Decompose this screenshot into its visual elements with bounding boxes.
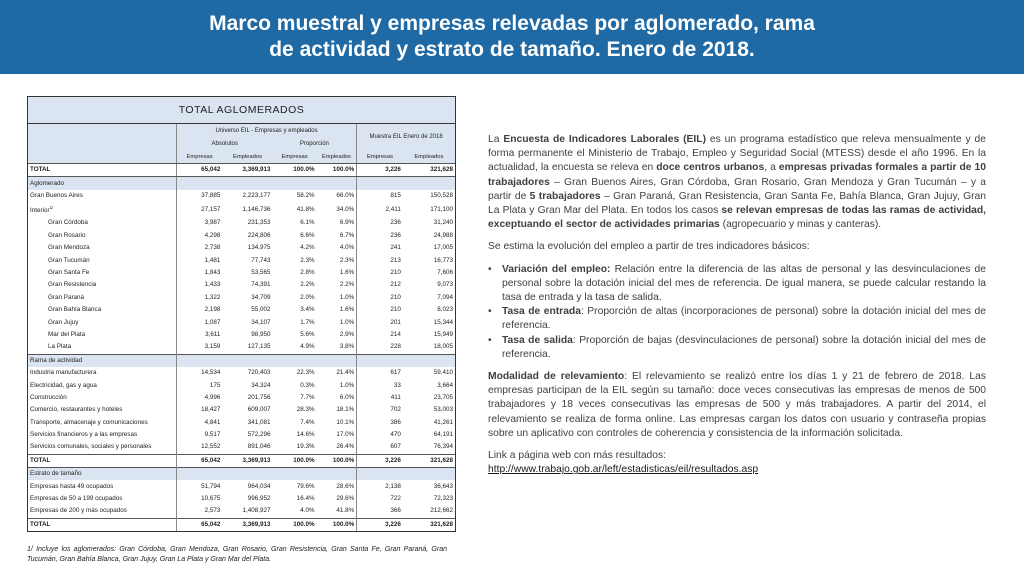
table-cell: 100.0% bbox=[273, 518, 317, 531]
table-cell: 3.8% bbox=[339, 343, 355, 351]
table-cell bbox=[273, 354, 317, 367]
page-title-line1: Marco muestral y empresas relevadas por aglomerado, rama bbox=[209, 12, 815, 35]
table-cell: 19.3% bbox=[296, 443, 315, 451]
bullet-icon: • bbox=[488, 263, 492, 275]
table-cell: 720,403 bbox=[247, 369, 271, 377]
table-cell: 7,606 bbox=[437, 269, 453, 277]
table-cell: 210 bbox=[357, 292, 403, 304]
table-cell: 7.4% bbox=[300, 418, 315, 426]
table-cell: 17,005 bbox=[433, 244, 453, 252]
header-muestra: Muestra EIL Enero de 2018 bbox=[357, 124, 455, 150]
table-cell: 321,628 bbox=[403, 518, 455, 531]
table-cell: 1.7% bbox=[300, 318, 315, 326]
table-row bbox=[28, 392, 455, 404]
table-cell: 3,611 bbox=[176, 329, 222, 341]
table-cell bbox=[357, 354, 403, 367]
table-row bbox=[28, 468, 455, 481]
table-cell: 0.3% bbox=[300, 381, 315, 389]
table-cell: 28.3% bbox=[296, 406, 315, 414]
row-label: Gran Rosario bbox=[48, 231, 86, 239]
table-cell bbox=[357, 177, 403, 190]
table-cell: 53,565 bbox=[251, 269, 271, 277]
text-bold: Variación del empleo: bbox=[502, 263, 611, 275]
table-cell: 41.8% bbox=[336, 507, 355, 515]
footnote-marker: 1/ bbox=[49, 205, 54, 211]
table-cell: 55,002 bbox=[251, 306, 271, 314]
table-cell: 2,138 bbox=[357, 480, 403, 492]
table-cell bbox=[222, 468, 272, 481]
table-cell: 150,528 bbox=[430, 191, 453, 199]
row-label: Gran Buenos Aires bbox=[30, 191, 83, 199]
indicators-intro: Se estima la evolución del empleo a partir de tres indicadores básicos: bbox=[488, 241, 810, 253]
table-cell: 212 bbox=[357, 279, 403, 291]
table-cell: 58.2% bbox=[296, 191, 315, 199]
table-row bbox=[28, 230, 455, 242]
table-cell: 2,738 bbox=[176, 242, 222, 254]
row-label: Mar del Plata bbox=[48, 330, 86, 338]
table-cell: 3.4% bbox=[300, 306, 315, 314]
table-cell: 9,517 bbox=[176, 429, 222, 441]
page-title-line2: de actividad y estrato de tamaño. Enero de 2018. bbox=[269, 38, 755, 61]
row-label: Servicios financieros y a las empresas bbox=[30, 431, 138, 439]
table-cell: 134,975 bbox=[247, 244, 271, 252]
table-cell bbox=[176, 468, 222, 481]
table-row bbox=[28, 354, 455, 367]
row-label: La Plata bbox=[48, 343, 72, 351]
table-row bbox=[28, 417, 455, 429]
row-label: Gran Tucumán bbox=[48, 256, 90, 264]
table-cell: 65,042 bbox=[176, 518, 222, 531]
table-cell: 9,073 bbox=[437, 281, 453, 289]
table-cell: 3,226 bbox=[357, 518, 403, 531]
table-row bbox=[28, 190, 455, 202]
table-cell: 341,081 bbox=[247, 418, 271, 426]
table-cell: 15,344 bbox=[433, 318, 453, 326]
data-table bbox=[28, 124, 455, 531]
title-banner bbox=[0, 0, 1024, 74]
table-cell: 702 bbox=[357, 404, 403, 416]
table-cell: 6.7% bbox=[339, 231, 355, 239]
table-cell: 1,408,927 bbox=[242, 507, 271, 515]
table-row bbox=[28, 329, 455, 341]
table-cell: 231,353 bbox=[247, 219, 271, 227]
table-row bbox=[28, 379, 455, 391]
text-bold: se relevan empresas de todas las ramas de actividad, exceptuando el sector de actividades primarias bbox=[488, 205, 986, 231]
table-row bbox=[28, 304, 455, 316]
col-empleados: Empleados bbox=[403, 150, 455, 164]
table-cell bbox=[357, 468, 403, 481]
row-label: TOTAL bbox=[28, 454, 176, 467]
table-cell: 10.1% bbox=[336, 418, 355, 426]
table-cell: 470 bbox=[357, 429, 403, 441]
table-cell: 321,628 bbox=[403, 454, 455, 467]
indicator-list bbox=[488, 263, 986, 362]
table-cell: 37,885 bbox=[176, 190, 222, 202]
table-cell: 609,007 bbox=[247, 406, 271, 414]
table-cell: 2.9% bbox=[339, 330, 355, 338]
table-cell: 201,756 bbox=[247, 393, 271, 401]
table-row bbox=[28, 177, 455, 190]
table-cell: 14.6% bbox=[296, 431, 315, 439]
table-cell: 2,573 bbox=[176, 505, 222, 518]
list-item bbox=[488, 334, 986, 362]
table-cell: 27,157 bbox=[176, 202, 222, 217]
table-cell: 1,433 bbox=[176, 279, 222, 291]
col-empleados: Empleados bbox=[222, 150, 272, 164]
table-cell: 617 bbox=[357, 367, 403, 379]
table-row bbox=[28, 292, 455, 304]
table-cell: 100.0% bbox=[273, 454, 317, 467]
row-label: Aglomerado bbox=[28, 177, 176, 190]
text-run: – Gran Buenos Aires, Gran Córdoba, Gran Rosario, Gran Mendoza y Gran Tucumán – y a partir de bbox=[488, 176, 986, 202]
text-bold: Tasa de salida bbox=[502, 334, 573, 346]
table-cell: 241 bbox=[357, 242, 403, 254]
table-row bbox=[28, 480, 455, 492]
row-label: TOTAL bbox=[28, 164, 176, 177]
text-run: : Proporción de altas (incorporaciones de personal) sobre la dotación inicial del mes de referencia. bbox=[502, 306, 986, 332]
table-cell: 14,534 bbox=[176, 367, 222, 379]
text-run: es un programa estadístico que releva mensualmente y de forma permanente el Ministerio de Trabajo, Empleo y Seguridad Social (MTESS) desde el año 1996. En la actualidad, la encuesta se releva en bbox=[488, 134, 986, 174]
table-cell: 171,100 bbox=[430, 205, 453, 213]
table-cell: 2,223,177 bbox=[242, 191, 271, 199]
text-run: Relación entre la diferencia de las altas de personal y las desvinculaciones de personal sobre la dotación inicial del mes de referencia. De igual manera, se puede calcular restando la tasa de entrada y la tasa de salida. bbox=[502, 263, 986, 304]
row-label: Empresas de 200 y más ocupados bbox=[30, 507, 127, 515]
table-cell: 100.0% bbox=[317, 518, 357, 531]
table-cell: 3,369,913 bbox=[222, 454, 272, 467]
row-label: Gran Jujuy bbox=[48, 318, 79, 326]
table-cell: 236 bbox=[357, 230, 403, 242]
table-cell: 77,743 bbox=[251, 256, 271, 264]
table-cell: 1,087 bbox=[176, 316, 222, 328]
table-cell: 18,427 bbox=[176, 404, 222, 416]
bullet-icon: • bbox=[488, 334, 492, 346]
table-cell: 64,191 bbox=[433, 431, 453, 439]
table-row bbox=[28, 217, 455, 229]
text-bold: 5 trabajadores bbox=[529, 190, 601, 202]
table-cell: 1,481 bbox=[176, 254, 222, 266]
table-cell: 21.4% bbox=[336, 369, 355, 377]
table-cell: 127,135 bbox=[247, 343, 271, 351]
table-cell: 29.6% bbox=[336, 495, 355, 503]
table-cell bbox=[222, 354, 272, 367]
row-label: Gran Córdoba bbox=[48, 219, 88, 227]
row-label: Industria manufacturera bbox=[30, 369, 97, 377]
table-cell bbox=[403, 468, 455, 481]
table-row bbox=[28, 493, 455, 505]
table-cell: 34,324 bbox=[251, 381, 271, 389]
table-cell: 10,675 bbox=[176, 493, 222, 505]
table-cell: 31,240 bbox=[433, 219, 453, 227]
table-cell: 213 bbox=[357, 254, 403, 266]
table-cell: 100.0% bbox=[273, 164, 317, 177]
row-label: Interior$^{1/}$ bbox=[30, 205, 54, 215]
table-row bbox=[28, 518, 455, 531]
text-bold: Tasa de entrada bbox=[502, 306, 581, 318]
table-cell: 4,298 bbox=[176, 230, 222, 242]
table-row bbox=[28, 505, 455, 518]
table-body bbox=[28, 164, 455, 532]
row-label: Gran Santa Fe bbox=[48, 269, 90, 277]
table-cell: 815 bbox=[357, 190, 403, 202]
row-label: Gran Paraná bbox=[48, 293, 85, 301]
table-cell: 8,023 bbox=[437, 306, 453, 314]
table-cell: 28.6% bbox=[336, 482, 355, 490]
table-cell: 18,005 bbox=[433, 343, 453, 351]
table-row bbox=[28, 267, 455, 279]
intro-paragraph bbox=[488, 133, 986, 232]
table-cell: 7,094 bbox=[437, 293, 453, 301]
table-row bbox=[28, 202, 455, 217]
table-cell: 201 bbox=[357, 316, 403, 328]
row-label: Empresas hasta 49 ocupados bbox=[30, 482, 114, 490]
table-cell: 4.2% bbox=[300, 244, 315, 252]
table-cell: 100.0% bbox=[317, 454, 357, 467]
table-row bbox=[28, 454, 455, 467]
table-cell: 572,296 bbox=[247, 431, 271, 439]
table-cell bbox=[222, 177, 272, 190]
table-cell: 3,159 bbox=[176, 341, 222, 354]
table-cell: 3,226 bbox=[357, 164, 403, 177]
header-universo: Universo EIL - Empresas y empleados bbox=[176, 124, 356, 137]
table-cell: 6.1% bbox=[300, 219, 315, 227]
row-label: TOTAL bbox=[28, 518, 176, 531]
row-label: Empresas de 50 a 199 ocupados bbox=[30, 495, 123, 503]
results-link[interactable]: http://www.trabajo.gob.ar/left/estadisticas/eil/resultados.asp bbox=[488, 464, 759, 476]
table-cell: 53,003 bbox=[433, 406, 453, 414]
table-cell: 74,391 bbox=[251, 281, 271, 289]
table-cell: 16.4% bbox=[296, 495, 315, 503]
col-empresas: Empresas bbox=[357, 150, 403, 164]
table-row bbox=[28, 341, 455, 354]
row-label: Comercio, restaurantes y hoteles bbox=[30, 406, 123, 414]
table-cell: 18.1% bbox=[336, 406, 355, 414]
table-cell bbox=[176, 354, 222, 367]
table-row bbox=[28, 164, 455, 177]
table-row bbox=[28, 316, 455, 328]
table-cell: 72,323 bbox=[433, 495, 453, 503]
table-row bbox=[28, 404, 455, 416]
table-row bbox=[28, 429, 455, 441]
table-cell: 4.9% bbox=[300, 343, 315, 351]
table-cell: 2.3% bbox=[339, 256, 355, 264]
table-cell: 66.0% bbox=[336, 191, 355, 199]
text-run: : El relevamiento se realizó entre los días 1 y 21 de febrero de 2018. Las empresas participan de la EIL según su tamaño: doce veces consecutivas las empresas de menos de 500 trabajadores y 18 veces consecutivas las empresas de 500 y más trabajadores. A partir del 2014, el relevamiento se realiza de forma online. Las empresas cargan los datos con usuario y contraseña propias sobre un aplicativo con controles de coherencia y consistencia de la información solicitada. bbox=[488, 371, 986, 439]
table-cell: 6.9% bbox=[339, 219, 355, 227]
table-cell: 175 bbox=[176, 379, 222, 391]
table-cell: 228 bbox=[357, 341, 403, 354]
table-cell: 4,996 bbox=[176, 392, 222, 404]
col-empresas: Empresas bbox=[176, 150, 222, 164]
table-cell: 76,394 bbox=[433, 443, 453, 451]
table-cell: 1,146,736 bbox=[242, 205, 271, 213]
table-cell: 3,369,913 bbox=[222, 518, 272, 531]
table-cell: 3,369,913 bbox=[222, 164, 272, 177]
text-bold: Encuesta de Indicadores Laborales (EIL) bbox=[503, 134, 707, 145]
header-absolutos: Absolutos bbox=[176, 137, 272, 150]
table-cell: 2.2% bbox=[300, 281, 315, 289]
text-bold: doce centros urbanos bbox=[656, 162, 765, 174]
header-proporcion: Proporción bbox=[273, 137, 357, 150]
table-cell: 1.0% bbox=[339, 381, 355, 389]
table-cell: 65,042 bbox=[176, 164, 222, 177]
table-cell: 210 bbox=[357, 267, 403, 279]
table-cell bbox=[176, 177, 222, 190]
row-label: Gran Mendoza bbox=[48, 244, 90, 252]
table-cell: 2,198 bbox=[176, 304, 222, 316]
text-run: – Gran Paraná, Gran Resistencia, Gran Santa Fe, Bahía Blanca, Gran Jujuy, Gran La Plata y Gran Mar del Plata. En todos los casos bbox=[488, 190, 986, 217]
table-cell: 722 bbox=[357, 493, 403, 505]
table-cell: 2,411 bbox=[357, 202, 403, 217]
table-cell: 411 bbox=[357, 392, 403, 404]
table-cell: 65,042 bbox=[176, 454, 222, 467]
table-cell: 4,841 bbox=[176, 417, 222, 429]
table-cell: 321,628 bbox=[403, 164, 455, 177]
table-cell: 5.6% bbox=[300, 330, 315, 338]
table-cell: 23,705 bbox=[433, 393, 453, 401]
list-item bbox=[488, 263, 986, 306]
table-cell: 24,988 bbox=[433, 231, 453, 239]
table-cell: 2.8% bbox=[300, 269, 315, 277]
footnote: 1/ Incluye los aglomerados: Gran Córdoba, Gran Mendoza, Gran Rosario, Gran Resistencia, Gran Santa Fe, Gran Paraná, Gran Tucumán, Gran Bahía Blanca, Gran Jujuy, Gran La Plata y Gran Mar del Plata. bbox=[27, 546, 447, 563]
table-cell: 1.0% bbox=[339, 293, 355, 301]
table-row bbox=[28, 242, 455, 254]
row-label: Gran Resistencia bbox=[48, 281, 97, 289]
row-label: Construcción bbox=[30, 393, 67, 401]
table-cell: 2.3% bbox=[300, 256, 315, 264]
table-cell: 59,410 bbox=[433, 369, 453, 377]
table-cell: 1.6% bbox=[339, 269, 355, 277]
table-cell: 1,322 bbox=[176, 292, 222, 304]
table-cell: 224,806 bbox=[247, 231, 271, 239]
row-label: Estrato de tamaño bbox=[28, 468, 176, 481]
table-cell: 79.6% bbox=[296, 482, 315, 490]
table-cell bbox=[317, 468, 357, 481]
table-cell: 41,261 bbox=[433, 418, 453, 426]
table-cell: 3,664 bbox=[437, 381, 453, 389]
table-cell bbox=[273, 177, 317, 190]
table-cell: 6.0% bbox=[339, 393, 355, 401]
table-cell: 22.3% bbox=[296, 369, 315, 377]
table-cell: 891,046 bbox=[247, 443, 271, 451]
table-cell bbox=[403, 177, 455, 190]
table-cell: 964,034 bbox=[247, 482, 271, 490]
table-cell: 16,773 bbox=[433, 256, 453, 264]
text-run: , a bbox=[764, 162, 779, 174]
text-run: (agropecuario y minas y canteras). bbox=[719, 219, 882, 231]
table-cell: 17.0% bbox=[336, 431, 355, 439]
table-row bbox=[28, 279, 455, 291]
table-cell: 33 bbox=[357, 379, 403, 391]
col-empleados: Empleados bbox=[317, 150, 357, 164]
table-cell bbox=[273, 468, 317, 481]
text-run: La bbox=[488, 134, 504, 145]
table-cell bbox=[403, 354, 455, 367]
table-cell: 98,950 bbox=[251, 330, 271, 338]
link-intro: Link a página web con más resultados: bbox=[488, 450, 667, 462]
table-cell: 366 bbox=[357, 505, 403, 518]
table-cell: 6.6% bbox=[300, 231, 315, 239]
row-label: Electricidad, gas y agua bbox=[30, 381, 97, 389]
data-table-panel bbox=[27, 96, 456, 532]
row-label: Gran Bahía Blanca bbox=[48, 306, 102, 314]
table-cell: 996,952 bbox=[247, 495, 271, 503]
table-cell: 4.0% bbox=[339, 244, 355, 252]
table-cell: 15,949 bbox=[433, 330, 453, 338]
table-cell: 386 bbox=[357, 417, 403, 429]
table-cell: 51,794 bbox=[176, 480, 222, 492]
row-label: Servicios comunales, sociales y personales bbox=[30, 443, 152, 451]
table-cell: 236 bbox=[357, 217, 403, 229]
table-cell: 34,107 bbox=[251, 318, 271, 326]
table-cell: 3,987 bbox=[176, 217, 222, 229]
table-cell: 7.7% bbox=[300, 393, 315, 401]
table-cell bbox=[317, 177, 357, 190]
table-cell: 41.8% bbox=[296, 205, 315, 213]
table-cell: 36,643 bbox=[433, 482, 453, 490]
table-cell: 2.2% bbox=[339, 281, 355, 289]
row-label: Rama de actividad bbox=[28, 354, 176, 367]
table-cell: 1.0% bbox=[339, 318, 355, 326]
text-bold: Modalidad de relevamiento bbox=[488, 371, 625, 383]
description-text bbox=[488, 133, 986, 477]
table-cell: 212,662 bbox=[430, 507, 453, 515]
table-cell: 26.4% bbox=[336, 443, 355, 451]
table-cell: 4.0% bbox=[300, 507, 315, 515]
table-cell: 100.0% bbox=[317, 164, 357, 177]
table-cell: 210 bbox=[357, 304, 403, 316]
table-cell: 3,226 bbox=[357, 454, 403, 467]
row-label: Transporte, almacenaje y comunicaciones bbox=[30, 418, 148, 426]
table-cell: 34.0% bbox=[336, 205, 355, 213]
table-cell bbox=[317, 354, 357, 367]
table-cell: 607 bbox=[357, 441, 403, 454]
col-empresas: Empresas bbox=[273, 150, 317, 164]
table-cell: 1.6% bbox=[339, 306, 355, 314]
methodology-paragraph bbox=[488, 370, 986, 441]
table-title: TOTAL AGLOMERADOS bbox=[28, 97, 455, 124]
table-row bbox=[28, 254, 455, 266]
text-bold: empresas privadas formales a partir de 10 trabajadores bbox=[488, 162, 987, 188]
bullet-icon: • bbox=[488, 306, 492, 318]
table-row bbox=[28, 367, 455, 379]
text-run: : Proporción de bajas (desvinculaciones de personal) sobre la dotación inicial del mes de referencia. bbox=[502, 334, 986, 360]
table-cell: 214 bbox=[357, 329, 403, 341]
table-cell: 1,843 bbox=[176, 267, 222, 279]
list-item bbox=[488, 305, 986, 333]
table-cell: 34,709 bbox=[251, 293, 271, 301]
table-cell: 2.0% bbox=[300, 293, 315, 301]
table-cell: 12,552 bbox=[176, 441, 222, 454]
table-row bbox=[28, 441, 455, 454]
